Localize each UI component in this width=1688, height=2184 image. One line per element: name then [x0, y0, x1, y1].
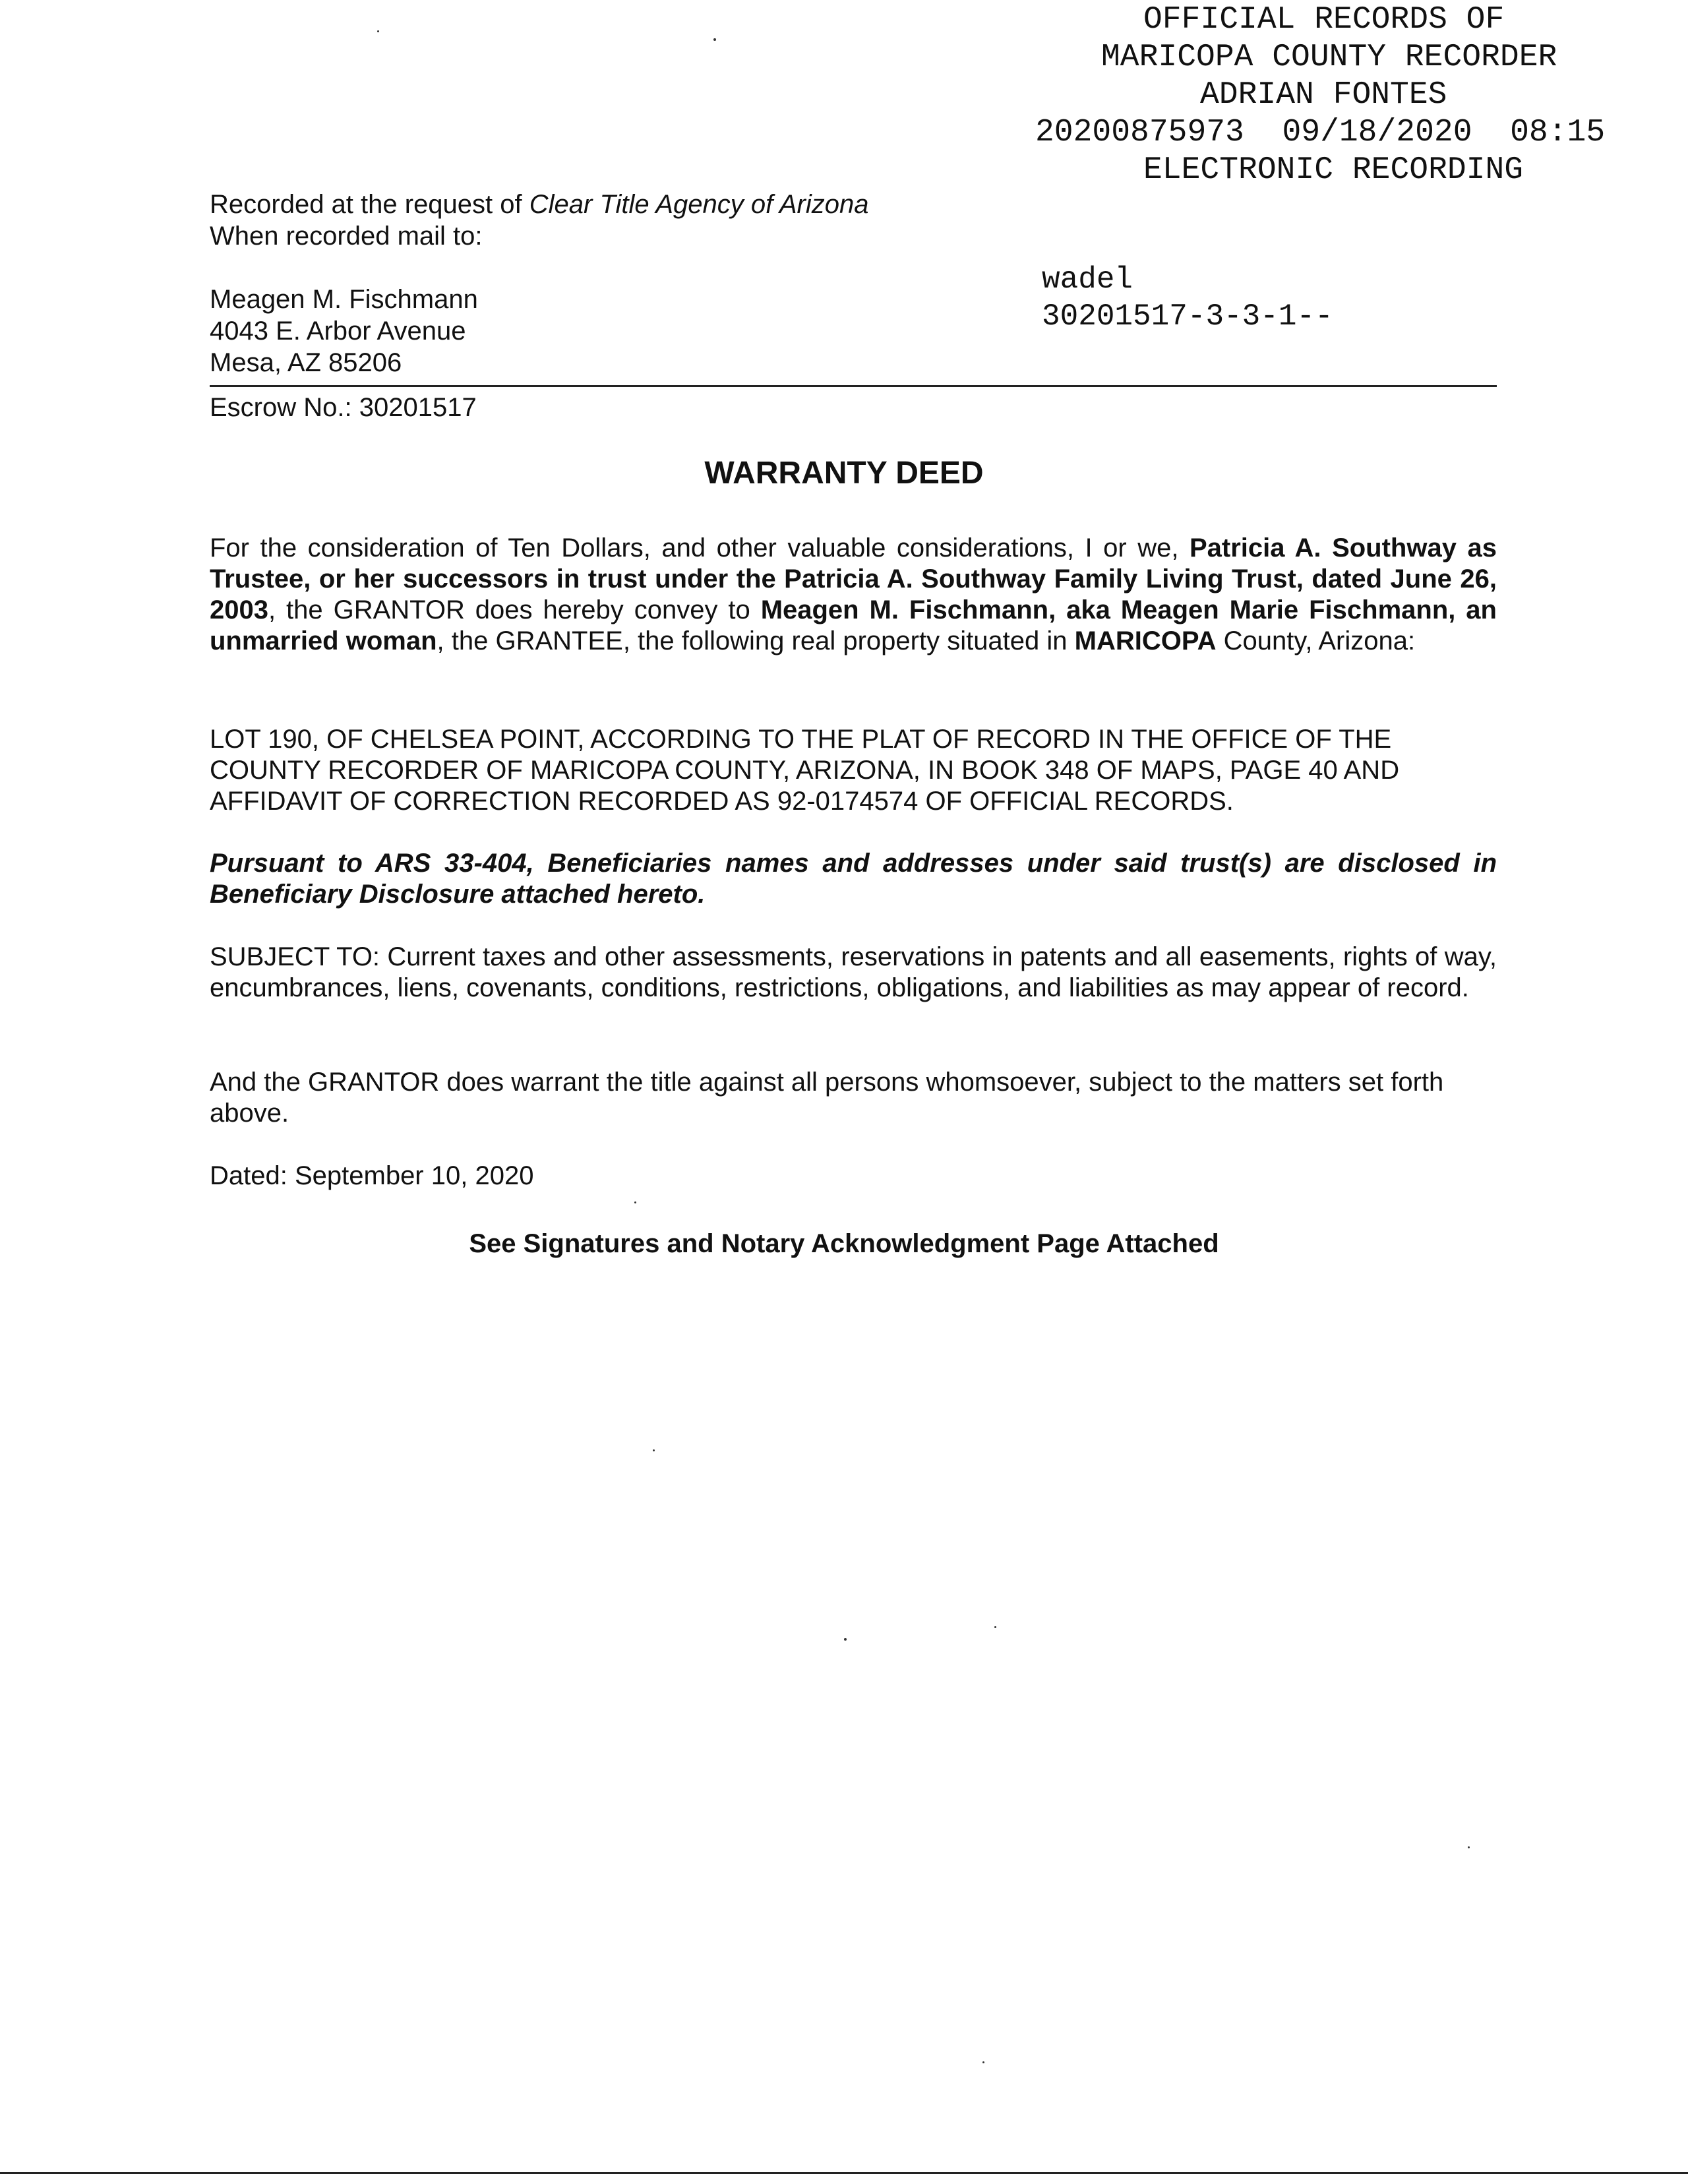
consideration-text-2: , the GRANTOR does hereby convey to	[268, 595, 761, 624]
scan-speck	[994, 1626, 996, 1628]
scan-speck	[1468, 1846, 1470, 1848]
warranty-paragraph: And the GRANTOR does warrant the title against all persons whomsoever, subject to the matters set forth above.	[210, 1068, 1444, 1128]
document-code-number: 30201517-3-3-1--	[1042, 299, 1333, 334]
scan-speck	[844, 1638, 847, 1641]
escrow-number: Escrow No.: 30201517	[210, 393, 477, 422]
scan-speck	[982, 2061, 984, 2063]
stamp-line-recorder-name: ADRIAN FONTES	[1200, 77, 1447, 113]
consideration-text-4: County, Arizona:	[1216, 626, 1416, 655]
document-title: WARRANTY DEED	[704, 456, 984, 491]
subject-to-paragraph: SUBJECT TO: Current taxes and other assessments, reservations in patents and all easements, rights of way, encumbrances, liens, covenants, conditions, restrictions, obligations, and liabilities as may appear of record.	[210, 942, 1497, 1002]
recorded-at-request	[210, 189, 868, 220]
recording-info	[210, 189, 868, 252]
consideration-paragraph	[210, 533, 1497, 657]
scan-speck	[713, 38, 716, 41]
scan-speck	[653, 1449, 655, 1451]
consideration-text-1: For the consideration of Ten Dollars, and other valuable considerations, I or we,	[210, 533, 1190, 562]
mail-city-state-zip: Mesa, AZ 85206	[210, 348, 402, 377]
mail-address	[210, 284, 478, 379]
scan-speck	[377, 30, 379, 32]
legal-description: LOT 190, OF CHELSEA POINT, ACCORDING TO THE PLAT OF RECORD IN THE OFFICE OF THE COUNTY RECORDER OF MARICOPA COUNTY, ARIZONA, IN BOOK 348 OF MAPS, PAGE 40 AND AFFIDAVIT OF CORRECTION RECORDED AS 92-0174574 OF OFFICIAL RECORDS.	[210, 725, 1400, 816]
grantor-name: Patricia A. Southway as Trustee, or her successors in trust under the Patricia A. Southway Family Living Trust, dated June 26, 2003	[210, 533, 1497, 624]
mail-street: 4043 E. Arbor Avenue	[210, 317, 466, 346]
requesting-agency: Clear Title Agency of Arizona	[529, 190, 869, 219]
grantee-name: Meagen M. Fischmann, aka Meagen Marie Fischmann, an unmarried woman	[210, 595, 1497, 655]
stamp-line-electronic-recording: ELECTRONIC RECORDING	[1143, 152, 1524, 188]
dated-line: Dated: September 10, 2020	[210, 1161, 534, 1190]
scan-speck	[634, 1201, 636, 1203]
header-divider	[210, 385, 1497, 387]
stamp-line-record-number-date: 20200875973 09/18/2020 08:15	[1035, 115, 1606, 150]
see-signatures-note: See Signatures and Notary Acknowledgment Page Attached	[469, 1229, 1219, 1258]
mail-name: Meagen M. Fischmann	[210, 285, 478, 314]
stamp-line-county-recorder: MARICOPA COUNTY RECORDER	[1101, 40, 1557, 75]
document-code-user: wadel	[1042, 262, 1133, 297]
document-code	[1042, 224, 1333, 446]
beneficiary-disclosure-notice: Pursuant to ARS 33-404, Beneficiaries names and addresses under said trust(s) are disclosed in Beneficiary Disclosure attached hereto.	[210, 849, 1497, 909]
mail-to-label: When recorded mail to:	[210, 222, 483, 251]
county-name: MARICOPA	[1074, 626, 1217, 655]
recorded-at-request-label: Recorded at the request of	[210, 190, 529, 219]
bottom-edge-line	[0, 2172, 1688, 2174]
stamp-line-official-records: OFFICIAL RECORDS OF	[1143, 2, 1505, 38]
consideration-text-3: , the GRANTEE, the following real property situated in	[437, 626, 1075, 655]
